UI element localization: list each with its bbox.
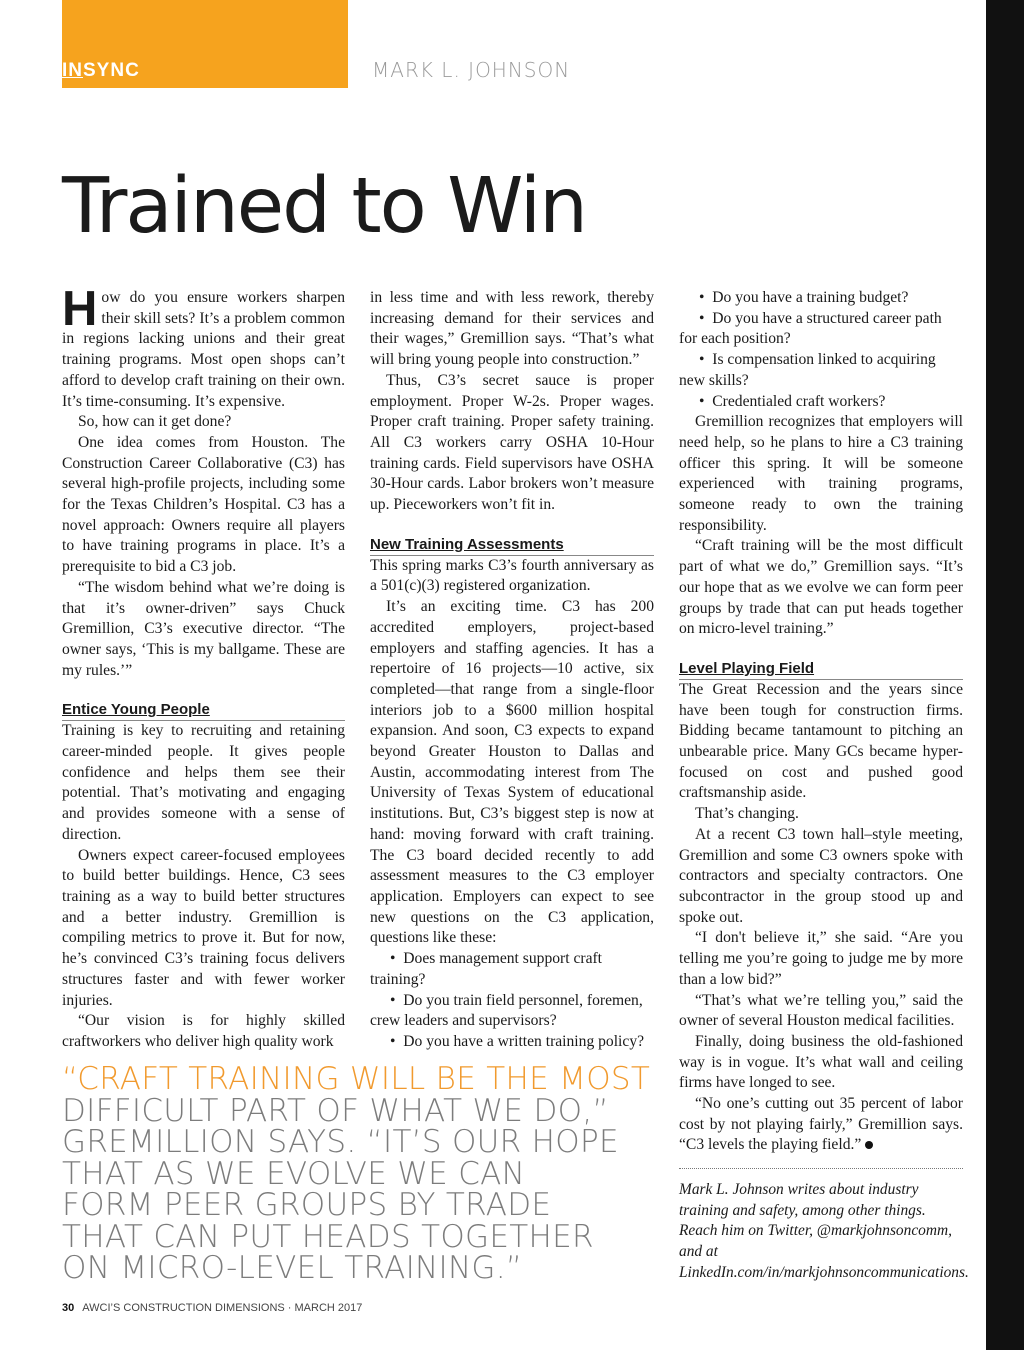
bullet-text: Do you have a structured career path for each position? (679, 309, 942, 348)
page-footer (62, 1302, 362, 1314)
paragraph: “Craft training will be the most difficult part of what we do,” Gremillion says. “It’s our hope that as we evolve we can form peer groups by trade that can put heads together on micro-level training.” (679, 537, 963, 638)
paragraph: Training is key to recruiting and retaining career-minded people. It gives people confidence and helps them see their potential. That’s motivating and engaging and provides someone with a sense of direction. (62, 722, 345, 843)
bullet-text: Do you have a written training policy? (403, 1032, 645, 1050)
paragraph: in less time and with less rework, thereby increasing demand for their services and their wages,” Gremillion says. “That’s what will bring young people into construction.” (370, 289, 654, 369)
end-mark-icon (865, 1141, 873, 1149)
bullet-item: • Do you train field personnel, foremen, crew leaders and supervisors? (370, 991, 643, 1030)
paragraph (62, 282, 345, 412)
article-title: Trained to Win (62, 162, 586, 251)
bullet-item: • Is compensation linked to acquiring new skills? (679, 351, 936, 389)
pull-quote-line: ON MICRO-LEVEL TRAINING.” (62, 1250, 523, 1286)
author-name: MARK L. JOHNSON (372, 58, 571, 82)
paragraph: Gremillion recognizes that employers will need help, so he plans to hire a C3 training officer this spring. It will be someone experienced with training programs, someone ready to own the training responsibility. (679, 413, 963, 534)
subhead-new-training-assessments (370, 535, 654, 556)
bullet-text: Do you have a training budget? (712, 289, 909, 306)
paragraph: “Our vision is for highly skilled craftworkers who deliver high quality work (62, 1012, 345, 1050)
paragraph: “The wisdom behind what we’re doing is that it’s owner-driven” says Chuck Gremillion, C3’s executive director. “The owner says, ‘This is my ballgame. These are my rules.’” (62, 578, 345, 679)
pull-quote-line: FORM PEER GROUPS BY TRADE (62, 1187, 552, 1223)
author-bio: Mark L. Johnson writes about industry training and safety, among other things. Reach him on Twitter, @markjohnsoncomm, and at LinkedIn.com/in/markjohnsoncommunications. (679, 1181, 969, 1281)
subhead-text: Entice Young People (62, 701, 210, 719)
bullet-text: Do you train field personnel, foremen, crew leaders and supervisors? (370, 991, 643, 1030)
column-2 (370, 288, 654, 1053)
paragraph: “That’s what we’re telling you,” said the owner of several Houston medical facilities. (679, 991, 963, 1030)
subhead-text: Level Playing Field (679, 659, 815, 677)
pull-quote (62, 1061, 662, 1286)
page-edge-bar (986, 0, 1024, 1350)
subhead-entice-young-people (62, 700, 345, 721)
paragraph: Owners expect career-focused employees to build better buildings. Hence, C3 sees training as a way to build better structures and a better industry. Gremillion is compiling metrics to prove it. But for now, he’s convinced C3’s training focus delivers structures faster and with fewer worker injuries. (62, 846, 345, 1009)
paragraph: That’s changing. (695, 805, 799, 823)
bullet-item: • Do you have a training budget? (699, 289, 909, 306)
paragraph (679, 1094, 963, 1156)
bullet-text: Credentialed craft workers? (712, 392, 886, 410)
bullet-item: • Credentialed craft workers? (699, 392, 886, 410)
paragraph: The Great Recession and the years since have been tough for construction firms. Bidding became tantamount to pitching an unbearable price. Many GCs became hyper-focused on cost and pushed good craftsmanship aside. (679, 680, 963, 802)
subhead-text: New Training Assessments (370, 535, 564, 553)
section-label-in: IN (62, 60, 83, 81)
paragraph: Thus, C3’s secret sauce is proper employment. Proper W-2s. Proper wages. Proper craft training. Proper safety training. All C3 workers carry OSHA 10-Hour training cards. Field supervisors have OSHA 30-Hour cards. Labor brokers won’t measure up. Pieceworkers won’t fit in. (370, 371, 654, 514)
column-3 (679, 288, 963, 1156)
paragraph: One idea comes from Houston. The Construction Career Collaborative (C3) has several high-profile projects, including some for the Texas Children’s Hospital. C3 has a novel approach: Owners require all players to have training programs in place. It’s a prerequisite to bid a C3 job. (62, 433, 345, 576)
bullet-item: • Does management support craft training? (370, 950, 603, 988)
bullet-item: • Do you have a structured career path for each position? (679, 309, 942, 348)
paragraph: “I don't believe it,” she said. “Are you telling me you’re going to judge me by more than a low bid?” (679, 929, 963, 988)
paragraph: Finally, doing business the old-fashioned way is in vogue. It’s what wall and ceiling firms have longed to see. (679, 1032, 963, 1092)
paragraph-text: “No one’s cutting out 35 percent of labor cost by not playing fairly,” Gremillion says. “C3 levels the playing field.” (679, 1095, 963, 1154)
paragraph-text: ow do you ensure workers sharpen their skill sets? It’s a problem common in regions lacking unions and their great training programs. Most open shops can’t afford to develop craft training on their own. It’s time-consuming. It’s expensive. (62, 289, 345, 410)
bio-divider (679, 1168, 963, 1169)
paragraph: So, how can it get done? (78, 413, 232, 431)
paragraph: This spring marks C3’s fourth anniversary as a 501(c)(3) registered organization. (370, 556, 654, 595)
bullet-item: • Do you have a written training policy? (390, 1032, 645, 1050)
column-1 (62, 282, 345, 1053)
subhead-level-playing-field (679, 659, 963, 680)
page-number: 30 (62, 1302, 75, 1314)
pull-quote-line: “CRAFT TRAINING WILL BE THE MOST (62, 1061, 651, 1097)
section-label (62, 60, 140, 82)
paragraph: At a recent C3 town hall–style meeting, Gremillion and some C3 owners spoke with contractors and specialty contractors. One subcontractor in the group stood up and spoke out. (679, 825, 963, 926)
paragraph: It’s an exciting time. C3 has 200 accredited employers, project-based employers and staffing agencies. It has a repertoire of 16 projects—10 active, six completed—that range from a single-floor interiors job to a $600 million hospital expansion. And soon, C3 expects to expand beyond Greater Houston to Dallas and Austin, accommodating interest from The University of Texas System of educational institutions. But, C3’s biggest step is now at hand: moving forward with craft training. The C3 board decided recently to add assessment measures to the C3 employer application. Employers can expect to see new questions on the C3 application, questions like these: (370, 598, 654, 947)
pull-quote-line: THAT AS WE EVOLVE WE CAN (62, 1155, 526, 1192)
bullet-text: Does management support craft training? (370, 950, 603, 988)
pull-quote-line: THAT CAN PUT HEADS TOGETHER (62, 1218, 594, 1255)
section-label-sync: SYNC (83, 60, 140, 81)
pull-quote-line: GREMILLION SAYS. “IT’S OUR HOPE (62, 1124, 619, 1160)
publication-info: AWCI’S CONSTRUCTION DIMENSIONS · MARCH 2017 (82, 1302, 363, 1314)
pull-quote-line: DIFFICULT PART OF WHAT WE DO,” (62, 1092, 609, 1129)
drop-cap: H (62, 282, 98, 336)
bullet-text: Is compensation linked to acquiring new skills? (679, 351, 936, 389)
